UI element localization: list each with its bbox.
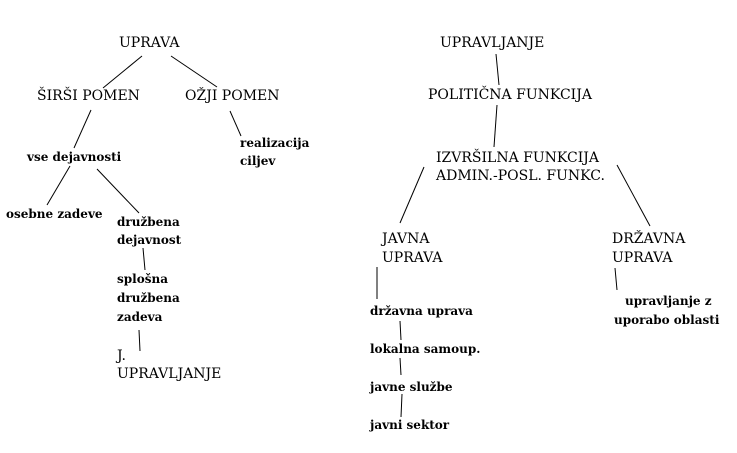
node-drzavna: DRŽAVNA [612,231,686,247]
node-uprava: UPRAVA [119,35,180,51]
node-izvrsilna-funkcija: IZVRŠILNA FUNKCIJA [436,150,599,166]
line-drzavna-lokalna [400,321,401,340]
node-osebne-zadeve: osebne zadeve [6,207,103,221]
node-ciljev: ciljev [240,154,276,168]
node-politicna-funkcija: POLITIČNA FUNKCIJA [428,87,592,103]
node-druzbena: družbena [117,215,180,229]
line-javne-javni [401,394,402,417]
line-vse-druzbena [97,169,139,213]
node-upravljanje-z: upravljanje z [625,294,712,308]
line-dejavnost-splosna [143,248,145,270]
node-zadeva: zadeva [117,310,163,324]
node-splosna: splošna [117,272,168,286]
node-dejavnost: dejavnost [117,233,182,247]
node-javna: JAVNA [382,231,430,247]
node-vse-dejavnosti: vse dejavnosti [27,150,122,164]
node-lokalna-samoup: lokalna samoup. [370,342,481,356]
node-javni-sektor: javni sektor [370,418,450,432]
line-lokalna-javne [400,358,401,375]
line-vse-osebne [47,166,70,205]
node-upravljanje-left: UPRAVLJANJE [117,366,222,382]
node-druzbena-2: družbena [117,291,180,305]
node-uprava-javna: UPRAVA [382,250,443,266]
line-sirsi-vse [74,110,91,148]
line-izvrsilna-drzavna [617,165,650,226]
line-uprava-sirsi [103,56,142,88]
node-uporabo-oblasti: uporabo oblasti [614,313,720,327]
line-upravljanje-politicna [496,54,499,85]
line-zadeva-j [139,330,140,351]
node-realizacija: realizacija [240,136,310,150]
line-ozji-realizacija [230,111,241,136]
node-drzavna-uprava: državna uprava [370,304,473,318]
node-ozji-pomen: OŽJI POMEN [185,88,280,104]
node-j: J. [117,348,126,364]
node-javne-sluzbe: javne službe [370,380,453,394]
line-politicna-izvrsilna [494,105,497,147]
line-izvrsilna-javna [400,167,424,223]
node-upravljanje-right: UPRAVLJANJE [440,35,545,51]
line-uprava-ozji [171,56,217,87]
node-sirsi-pomen: ŠIRŠI POMEN [37,88,140,104]
node-admin-posl: ADMIN.-POSL. FUNKC. [436,168,605,184]
node-uprava-drzavna: UPRAVA [612,250,673,266]
line-drzavna-upravljanjez [615,268,617,290]
